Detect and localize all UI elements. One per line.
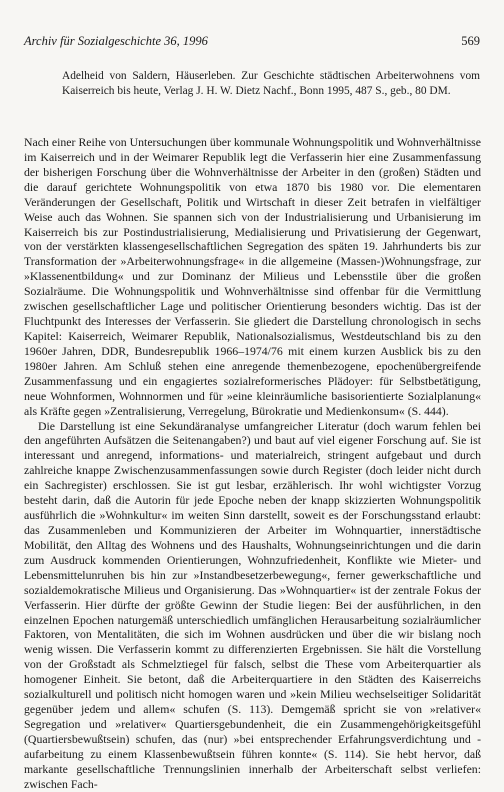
citation-text: Adelheid von Saldern, Häuserleben. Zur Geschichte städtischen Arbeiterwohnens vom Kaiserreich bis heute, Verlag J. H. W. Dietz Nachf., Bonn 1995, 487 S., geb., 80 DM. <box>62 70 480 97</box>
review-paragraph-2: Die Darstellung ist eine Sekundäranalyse umfangreicher Literatur (doch warum fehlen bei den angeführten Aufsätzen die Seitenangaben?) und baut auf viel eigener Forschung auf. Sie ist interessant und anregend, informations- und materialreich, stringent aufgebaut und durch zahlreiche knappe Zwischenzusammenfassungen sowie durch Register (doch leider nicht durch ein Sachregister) erschlossen. Sie ist gut lesbar, erzählerisch. Ihr wohl wichtigster Vorzug besteht darin, daß die Autorin für jede Epoche neben der knapp skizzierten Wohnungspolitik ausführlich die »Wohnkultur« im weiten Sinn darstellt, soweit es der Forschungsstand erlaubt: das Zusammenleben und Kommunizieren der Arbeiter im Wohnquartier, innerstädtische Mobilität, den Alltag des Wohnens und des Haushalts, Wohnungseinrichtungen und die darin zum Ausdruck kommenden Orientierungen, Wohnzufriedenheit, Konflikte wie Mieter- und Lebensmittelunruhen bis hin zur »Instandbesetzerbewegung«, ferner gewerkschaftliche und sozialdemokratische Milieus und Organisierung. Das »Wohnquartier« ist der zentrale Fokus der Verfasserin. Hier dürfte der größte Gewinn der Studie liegen: Bei der ausführlichen, in den einzelnen Epochen naturgemäß unterschiedlich umfänglichen Herausarbeitung sozialräumlicher Faktoren, von Mentalitäten, die sich im Wohnen ausdrücken und über die wir bislang noch wenig wissen. Die Verfasserin kommt zu differenzierten Ergebnissen. Sie hält die Vorstellung von der Großstadt als Schmelztiegel für falsch, selbst die These vom Arbeiterquartier als homogener Einheit. Sie betont, daß die Arbeiterquartiere in den Städten des Kaiserreichs sozialkulturell und politisch nicht homogen waren und »kein Milieu wechselseitiger Solidarität gegenüber jedem und allem« schufen (S. 113). Demgemäß spricht sie von »relativer« Segregation und »relativer« Quartiersgebundenheit, die ein Zusammengehörigkeitsgefühl (Quartiersbewußtsein) schufen, das (nur) »bei entsprechender Erfahrungsverdichtung und -aufarbeitung zu einem Klassenbewußtsein führen konnte« (S. 114). Sie hebt hervor, daß markante gesellschaftliche Trennungslinien innerhalb der Arbeiterschaft selbst verliefen: zwischen Fach- <box>24 418 481 791</box>
running-title: Archiv für Sozialgeschichte 36, 1996 <box>24 34 208 48</box>
page-number: 569 <box>461 34 480 48</box>
review-paragraph-1: Nach einer Reihe von Untersuchungen über kommunale Wohnungspolitik und Wohnverhältnisse im Kaiserreich und in der Weimarer Republik legt die Verfasserin hier eine Zusammenfassung der bisherigen Forschung über die Wohnverhältnisse der Arbeiter in den (großen) Städten und die darauf gerichtete Wohnungspolitik von etwa 1870 bis 1980 vor. Die elementaren Veränderungen der Gesellschaft, Politik und Wirtschaft in dieser Zeit betrafen in vielfältiger Weise auch das Wohnen. Sie spannen sich von der Industrialisierung und Urbanisierung im Kaiserreich bis zur Postindustrialisierung, Medialisierung und Privatisierung der Gegenwart, von der verstärkten klassengesellschaftlichen Segregation des späten 19. Jahrhunderts bis zur Transformation der »Arbeiterwohnungsfrage« in die allgemeine (Massen-)Wohnungsfrage, zur »Klassenentbildung« und zur Dominanz der Milieus und Lebensstile über die großen Sozialräume. Die Wohnungspolitik und Wohnverhältnisse sind offenbar für die Vermittlung zwischen gesellschaftlicher Lage und politischer Orientierung besonders wichtig. Das ist der Fluchtpunkt des Interesses der Verfasserin. Sie gliedert die Darstellung chronologisch in sechs Kapitel: Kaiserreich, Weimarer Republik, Nationalsozialismus, Westdeutschland bis zu den 1960er Jahren, DDR, Bundesrepublik 1966–1974/76 mit einem kurzen Ausblick bis zu den 1980er Jahren. Am Schluß stehen eine anregende themenbezogene, epochenübergreifende Zusammenfassung und ein engagiertes sozialreformerisches Plädoyer: für Selbstbetätigung, neue Wohnformen, Wohnnormen und für »eine kleinräumliche basisorientierte Sozialplanung« als Kräfte gegen »Zentralisierung, Verregelung, Bürokratie und Medienkonsum« (S. 444). <box>24 135 481 418</box>
page-header <box>24 34 480 49</box>
review-body <box>24 135 481 792</box>
book-citation <box>62 69 480 99</box>
